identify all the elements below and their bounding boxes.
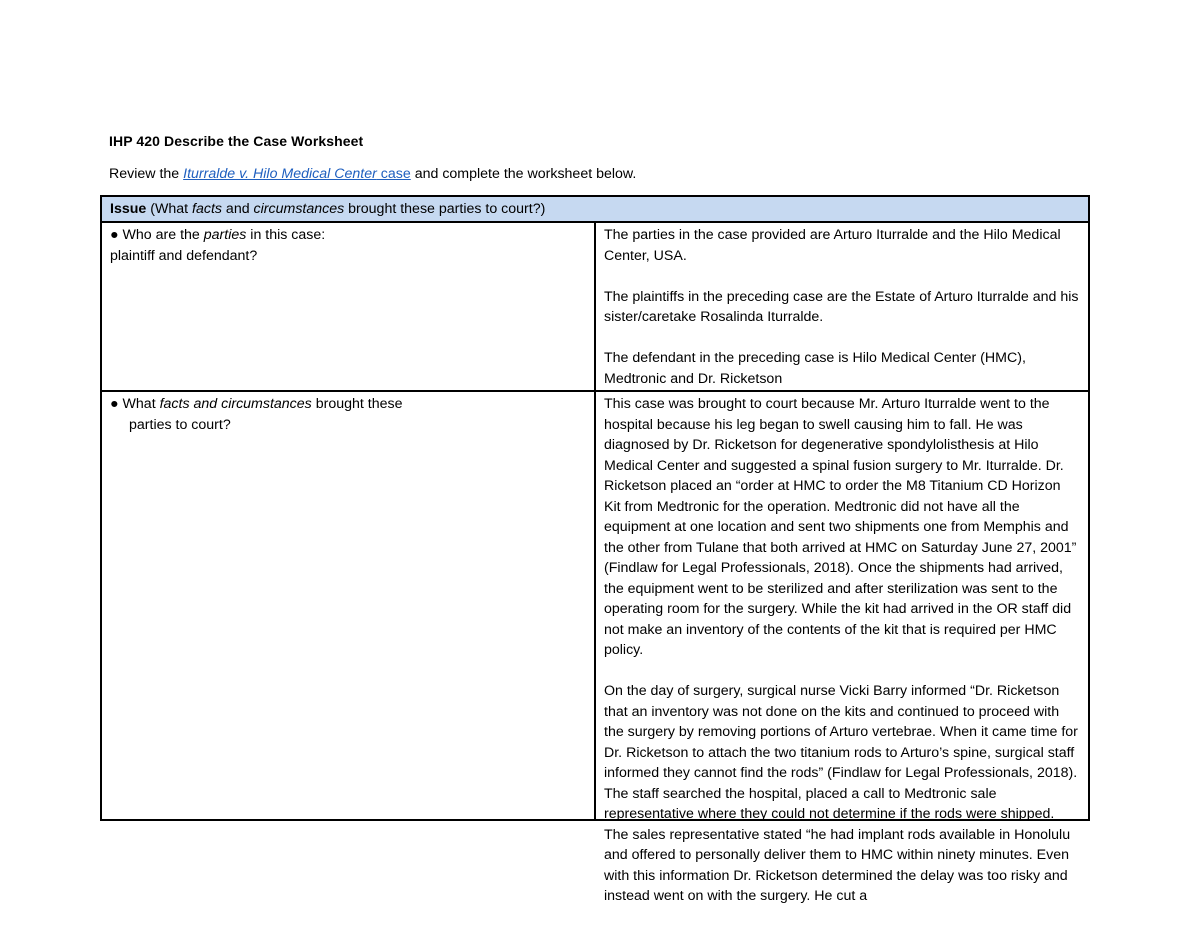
question-line <box>110 394 586 415</box>
question-cell-facts <box>101 391 595 820</box>
table-row <box>101 391 1089 820</box>
document-title: IHP 420 Describe the Case Worksheet <box>109 133 364 149</box>
question-line <box>110 225 586 246</box>
worksheet-table <box>100 195 1090 904</box>
answer-paragraph: The parties in the case provided are Arturo Iturralde and the Hilo Medical Center, USA. <box>604 227 1061 264</box>
question-prefix: Who are the <box>118 227 204 243</box>
question-cell-parties <box>101 222 595 391</box>
question-italic: parties <box>203 227 247 243</box>
case-link[interactable] <box>183 166 411 182</box>
question-suffix: brought these <box>311 396 403 412</box>
question-suffix: in this case: <box>246 227 326 243</box>
intro-prefix: Review the <box>109 166 184 182</box>
answer-cell-facts <box>595 391 1089 904</box>
issue-header-row <box>101 196 1089 222</box>
answer-paragraph: On the day of surgery, surgical nurse Vicki Barry informed “Dr. Ricketson that an inventory was not done on the kits and continued to proceed with the surgery by removing portions of Arturo vertebrae. When it came time for Dr. Ricketson to attach the two titanium rods to Arturo’s spine, surgical staff informed they cannot find the rods” (Findlaw for Legal Professionals, 2018). The staff searched the hospital, placed a call to Medtronic sale representative where they could not determine if the rods were shipped. The sales representative stated “he had implant rods available in Honolulu and offered to personally deliver them to HMC within ninety minutes. Even with this information Dr. Ricketson determined the delay was too risky and instead went on with the surgery. He cut a <box>604 683 1078 904</box>
answer-paragraph: This case was brought to court because Mr. Arturo Iturralde went to the hospital because his leg began to swell causing him to fall. He was diagnosed by Dr. Ricketson for degenerative spondylolisthesis at Hilo Medical Center and suggested a spinal fusion surgery to Mr. Iturralde. Dr. Ricketson placed an “order at HMC to order the M8 Titanium CD Horizon Kit from Medtronic for the operation. Medtronic did not have all the equipment at one location and sent two shipments one from Memphis and the other from Tulane that both arrived at HMC on Saturday June 27, 2001” (Findlaw for Legal Professionals, 2018). Once the shipments had arrived, the equipment went to be sterilized and after sterilization was sent to the operating room for the surgery. While the kit had arrived in the OR staff did not make an inventory of the contents of the kit that is required per HMC policy. <box>604 396 1077 658</box>
answer-clip <box>604 394 1080 904</box>
header-circumstances: circumstances <box>253 201 345 217</box>
header-facts: facts <box>192 201 222 217</box>
header-part2: and <box>221 201 254 217</box>
header-part1: (What <box>146 201 193 217</box>
answer-paragraph: The plaintiffs in the preceding case are the Estate of Arturo Iturralde and his sister/caretake Rosalinda Iturralde. <box>604 288 1079 325</box>
table-row <box>101 222 1089 391</box>
case-link-name[interactable]: Iturralde v. Hilo Medical Center <box>183 166 377 182</box>
answer-cell-parties <box>595 222 1089 391</box>
question-italic: facts and circumstances <box>159 396 312 412</box>
intro-suffix: and complete the worksheet below. <box>410 166 637 182</box>
answer-paragraph: The defendant in the preceding case is Hilo Medical Center (HMC), Medtronic and Dr. Ricketson <box>604 350 1026 387</box>
bullet-icon: ● <box>110 227 119 243</box>
question-line-2: parties to court? <box>129 416 231 433</box>
bullet-icon: ● <box>110 396 119 412</box>
question-prefix: What <box>118 396 160 412</box>
issue-header-cell <box>101 196 1089 222</box>
question-line-2: plaintiff and defendant? <box>110 247 258 264</box>
case-link-suffix[interactable]: case <box>376 166 411 182</box>
header-part3: brought these parties to court?) <box>344 201 546 217</box>
intro-line <box>109 166 636 182</box>
issue-label: Issue <box>110 201 147 217</box>
